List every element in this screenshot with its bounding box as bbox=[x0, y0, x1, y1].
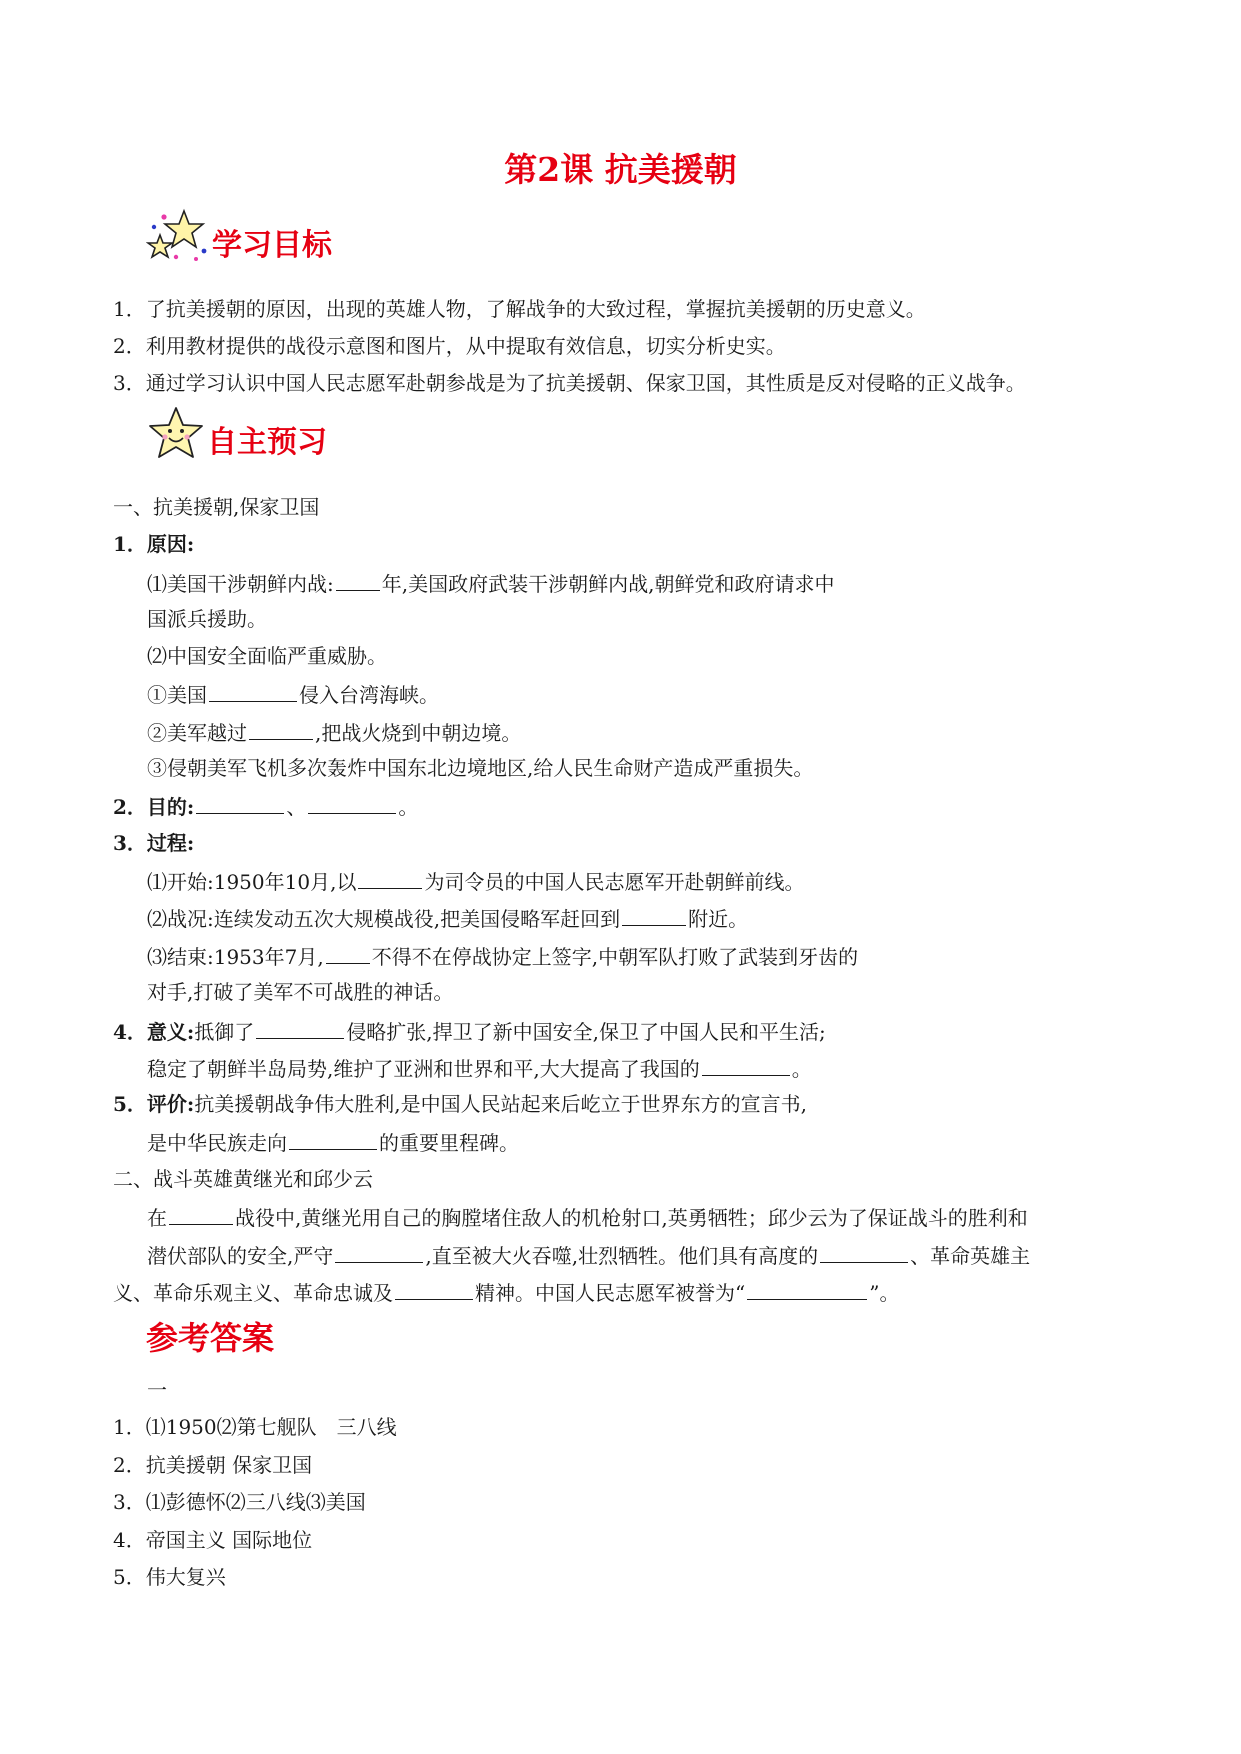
q3-label: 3．过程: bbox=[113, 831, 195, 855]
page-title: 第2课 抗美援朝 bbox=[504, 150, 737, 189]
q2-line: 2．目的: 、 。 bbox=[113, 795, 419, 819]
answer-blank[interactable] bbox=[326, 945, 370, 964]
q1-line-1: ⑴美国干涉朝鲜内战: 年,美国政府武装干涉朝鲜内战,朝鲜党和政府请求中 bbox=[147, 572, 835, 596]
answers-part-label: 一 bbox=[147, 1378, 167, 1402]
q1-line-4: ①美国 侵入台湾海峡。 bbox=[147, 683, 439, 707]
q1-label: 1．原因: bbox=[113, 532, 195, 556]
part2-title: 二、战斗英雄黄继光和邱少云 bbox=[113, 1167, 373, 1191]
answer-item-4: 4．帝国主义 国际地位 bbox=[113, 1528, 313, 1552]
q5-line-2: 是中华民族走向 的重要里程碑。 bbox=[147, 1131, 519, 1155]
q3-line-2: ⑵战况:连续发动五次大规模战役,把美国侵略军赶回到 附近。 bbox=[147, 907, 749, 931]
q4-line-1: 4．意义:抵御了 侵略扩张,捍卫了新中国安全,保卫了中国人民和平生活; bbox=[113, 1020, 826, 1044]
answer-item-2: 2．抗美援朝 保家卫国 bbox=[113, 1453, 313, 1477]
part1-title: 一、抗美援朝,保家卫国 bbox=[113, 495, 320, 519]
preview-heading: 自主预习 bbox=[207, 425, 327, 460]
answer-blank[interactable] bbox=[256, 1020, 344, 1039]
q1-line-5: ②美军越过 ,把战火烧到中朝边境。 bbox=[147, 721, 522, 745]
answers-heading: 参考答案 bbox=[146, 1319, 275, 1357]
answer-blank[interactable] bbox=[622, 907, 686, 926]
q3-line-4: 对手,打破了美军不可战胜的神话。 bbox=[147, 980, 454, 1004]
answer-blank[interactable] bbox=[395, 1281, 473, 1300]
q1-line-3: ⑵中国安全面临严重威胁。 bbox=[147, 644, 387, 668]
answer-blank[interactable] bbox=[196, 795, 284, 814]
answer-blank[interactable] bbox=[308, 795, 396, 814]
q1-line-6: ③侵朝美军飞机多次轰炸中国东北边境地区,给人民生命财产造成严重损失。 bbox=[147, 756, 814, 780]
answer-blank[interactable] bbox=[336, 572, 380, 591]
answer-blank[interactable] bbox=[169, 1206, 233, 1225]
part2-line-3: 义、革命乐观主义、革命忠诚及 精神。中国人民志愿军被誉为“ ”。 bbox=[113, 1281, 900, 1305]
answer-blank[interactable] bbox=[335, 1244, 423, 1263]
stars-icon bbox=[146, 207, 212, 267]
answer-item-5: 5．伟大复兴 bbox=[113, 1565, 226, 1589]
answer-blank[interactable] bbox=[249, 721, 313, 740]
q4-line-2: 稳定了朝鲜半岛局势,维护了亚洲和世界和平,大大提高了我国的 。 bbox=[147, 1057, 812, 1081]
answer-blank[interactable] bbox=[747, 1281, 867, 1300]
answer-blank[interactable] bbox=[702, 1057, 790, 1076]
q1-line-2: 国派兵援助。 bbox=[147, 607, 267, 631]
goal-item-3: 3．通过学习认识中国人民志愿军赴朝参战是为了抗美援朝、保家卫国，其性质是反对侵略的正义战争。 bbox=[113, 371, 1026, 395]
answer-item-1: 1．⑴1950⑵第七舰队 三八线 bbox=[113, 1415, 397, 1439]
part2-line-1: 在 战役中,黄继光用自己的胸膛堵住敌人的机枪射口,英勇牺牲；邱少云为了保证战斗的胜利和 bbox=[147, 1206, 1028, 1230]
q3-line-3: ⑶结束:1953年7月, 不得不在停战协定上签字,中朝军队打败了武装到牙齿的 bbox=[147, 945, 859, 969]
answer-blank[interactable] bbox=[209, 683, 297, 702]
smiling-star-icon bbox=[146, 405, 206, 463]
answer-blank[interactable] bbox=[358, 870, 422, 889]
q5-line-1: 5．评价:抗美援朝战争伟大胜利,是中国人民站起来后屹立于世界东方的宣言书, bbox=[113, 1092, 808, 1116]
part2-line-2: 潜伏部队的安全,严守 ,直至被大火吞噬,壮烈牺牲。他们具有高度的 、革命英雄主 bbox=[147, 1244, 1031, 1268]
answer-blank[interactable] bbox=[820, 1244, 908, 1263]
goal-item-2: 2．利用教材提供的战役示意图和图片，从中提取有效信息，切实分析史实。 bbox=[113, 334, 786, 358]
q3-line-1: ⑴开始:1950年10月,以 为司令员的中国人民志愿军开赴朝鲜前线。 bbox=[147, 870, 805, 894]
goals-heading: 学习目标 bbox=[212, 228, 332, 263]
answer-item-3: 3．⑴彭德怀⑵三八线⑶美国 bbox=[113, 1490, 366, 1514]
goal-item-1: 1．了抗美援朝的原因，出现的英雄人物，了解战争的大致过程，掌握抗美援朝的历史意义。 bbox=[113, 297, 926, 321]
answer-blank[interactable] bbox=[289, 1131, 377, 1150]
